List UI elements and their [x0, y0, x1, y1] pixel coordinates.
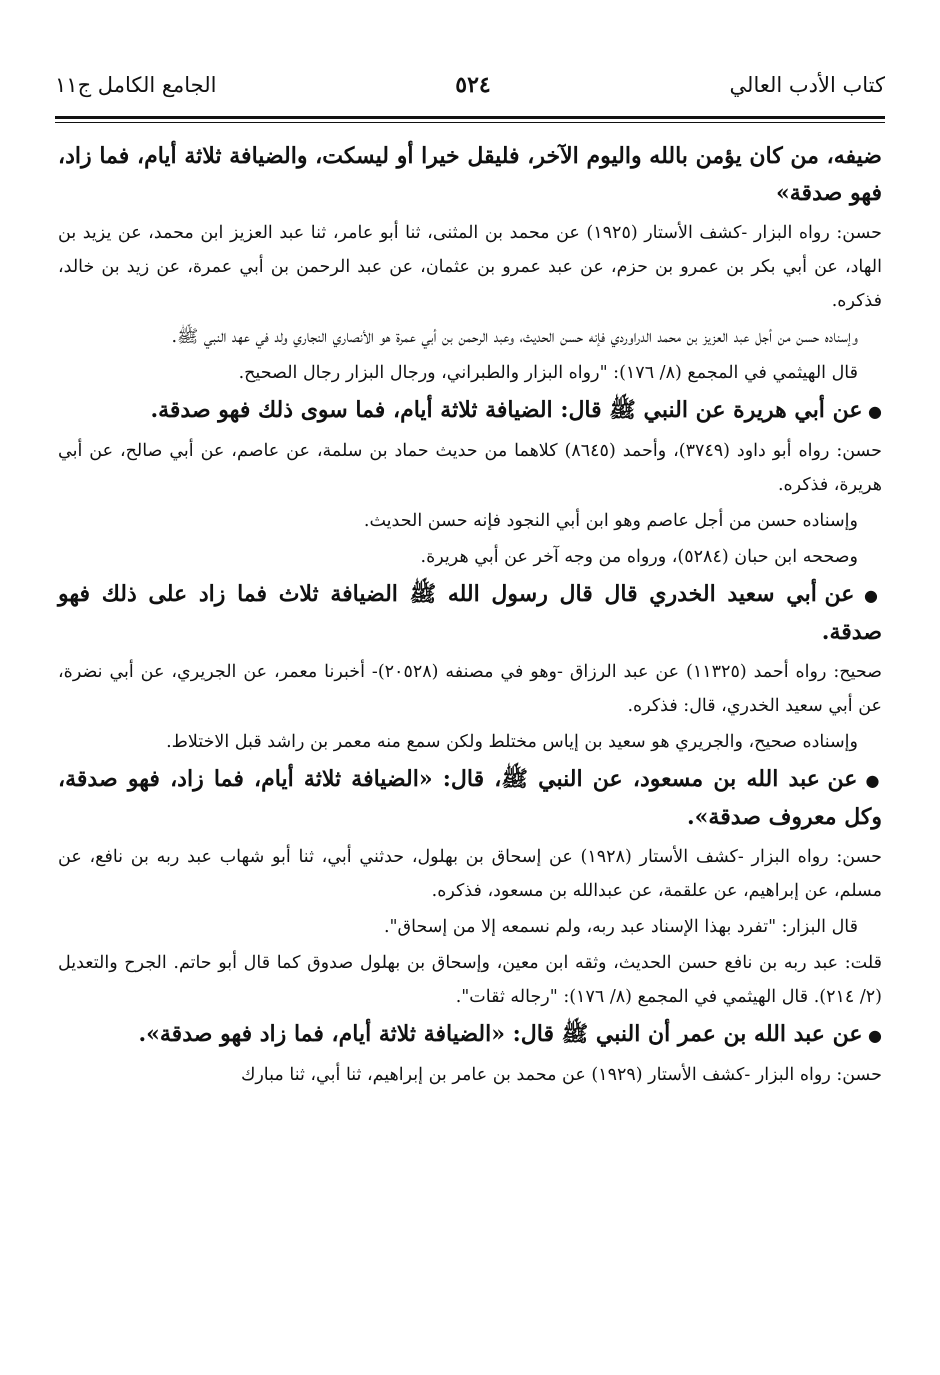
- takhrij-note: حسن: رواه البزار -كشف الأستار (١٩٢٥) عن محمد بن المثنى، ثنا أبو عامر، ثنا عبد العزيز ابن محمد، عن يزيد بن الهاد، عن أبي بكر بن عمرو بن حزم، عن عبد عمرو بن عثمان، عن عبد الرحمن بن أبي عمرة، عن زيد بن خالد، فذكره.: [58, 223, 882, 311]
- header-rule-thin: [55, 122, 885, 123]
- isnad-note: وصححه ابن حبان (٥٢٨٤)، ورواه من وجه آخر عن أبي هريرة.: [420, 547, 858, 567]
- isnad-note: قال البزار: "تفرد بهذا الإسناد عبد ربه، ولم نسمعه إلا من إسحاق".: [383, 917, 858, 937]
- hadith-text: ● عن عبد الله بن مسعود، عن النبي ﷺ، قال: «الضيافة ثلاثة أيام، فما زاد، فهو صدقة، وكل معروف صدقة».: [58, 761, 882, 836]
- takhrij-note: حسن: رواه أبو داود (٣٧٤٩)، وأحمد (٨٦٤٥) كلاهما من حديث حماد بن سلمة، عن عاصم، عن أبي صالح، عن أبي هريرة، فذكره.: [58, 441, 882, 495]
- isnad-note: قال الهيثمي في المجمع (٨/ ١٧٦): "رواه البزار والطبراني، ورجال البزار رجال الصحيح.: [238, 363, 858, 383]
- header-rule-thick: [55, 116, 885, 119]
- page-number: ٥٢٤: [455, 72, 491, 98]
- comment-note: قلت: عبد ربه بن نافع حسن الحديث، وثقه ابن معين، وإسحاق بن بهلول صدوق كما قال أبو حاتم. الجرح والتعديل (٢/ ٢١٤). قال الهيثمي في المجمع (٨/ ١٧٦): "رجاله ثقات".: [58, 953, 882, 1007]
- hadith-text: ● عن أبي سعيد الخدري قال قال رسول الله ﷺ الضيافة ثلاث فما زاد على ذلك فهو صدقة.: [58, 576, 882, 651]
- isnad-note: وإسناده حسن من أجل عاصم وهو ابن أبي النجود فإنه حسن الحديث.: [363, 511, 858, 531]
- hadith-text: ● عن عبد الله بن عمر أن النبي ﷺ قال: «الضيافة ثلاثة أيام، فما زاد فهو صدقة».: [58, 1016, 882, 1054]
- hadith-text: ضيفه، من كان يؤمن بالله واليوم الآخر، فليقل خيرا أو ليسكت، والضيافة ثلاثة أيام، فما زاد، فهو صدقة»: [58, 143, 882, 206]
- volume-title: الجامع الكامل ج١١: [55, 73, 217, 97]
- book-title: كتاب الأدب العالي: [729, 73, 885, 97]
- hadith-text: ● عن أبي هريرة عن النبي ﷺ قال: الضيافة ثلاثة أيام، فما سوى ذلك فهو صدقة.: [58, 392, 882, 430]
- isnad-note: وإسناده صحيح، والجريري هو سعيد بن إياس مختلط ولكن سمع منه معمر بن راشد قبل الاختلاط.: [166, 732, 858, 752]
- takhrij-note: حسن: رواه البزار -كشف الأستار (١٩٢٩) عن محمد بن عامر بن إبراهيم، ثنا أبي، ثنا مبارك: [240, 1065, 882, 1085]
- running-header: [55, 72, 885, 112]
- takhrij-note: حسن: رواه البزار -كشف الأستار (١٩٢٨) عن إسحاق بن بهلول، حدثني أبي، ثنا أبو شهاب عبد ربه بن نافع، عن مسلم، عن إبراهيم، عن علقمة، عن عبدالله بن مسعود، فذكره.: [58, 847, 882, 901]
- isnad-note: وإسناده حسن من أجل عبد العزيز بن محمد الدراوردي فإنه حسن الحديث، وعبد الرحمن بن أبي عمرة هو الأنصاري النجاري ولد في عهد النبي ﷺ.: [171, 327, 858, 347]
- page-body: [58, 138, 882, 1094]
- takhrij-note: صحيح: رواه أحمد (١١٣٢٥) عن عبد الرزاق -وهو في مصنفه (٢٠٥٢٨)- أخبرنا معمر، عن الجريري، عن أبي نضرة، عن أبي سعيد الخدري، قال: فذكره.: [58, 662, 882, 716]
